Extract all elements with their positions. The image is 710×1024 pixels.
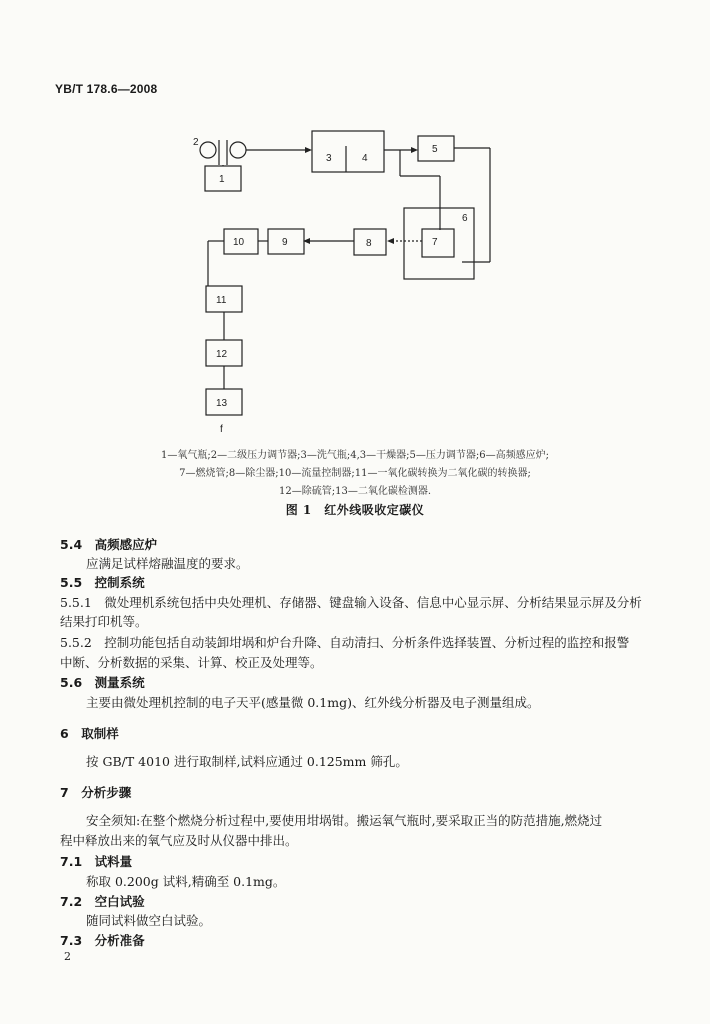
label-11: 11 <box>216 295 227 306</box>
label-2: 2 <box>193 137 199 148</box>
section-7-2-title: 7.2 空白试验 <box>60 894 145 909</box>
label-3: 3 <box>326 153 332 164</box>
figure-legend-line-1: 1—氧气瓶;2—二级压力调节器;3—洗气瓶;4,3—干燥器;5—压力调节器;6—高频感应炉; <box>161 450 549 461</box>
figure-caption: 图 1 红外线吸收定碳仪 <box>285 503 425 517</box>
page-number: 2 <box>64 950 71 963</box>
label-1: 1 <box>219 174 225 185</box>
standard-number: YB/T 178.6—2008 <box>55 82 158 96</box>
section-6-body: 按 GB/T 4010 进行取制样,试料应通过 0.125mm 筛孔。 <box>86 754 408 769</box>
box-3-4 <box>312 131 384 172</box>
section-5-4-title: 5.4 高频感应炉 <box>60 537 158 552</box>
label-9: 9 <box>282 237 288 248</box>
section-7-1-title: 7.1 试料量 <box>60 854 133 869</box>
gauge-right <box>230 142 246 158</box>
bottom-mark: f <box>220 424 223 435</box>
section-7-3-title: 7.3 分析准备 <box>60 933 145 948</box>
figure-legend-line-2: 7—燃烧管;8—除尘器;10—流量控制器;11—一氧化碳转换为二氧化碳的转换器; <box>179 468 531 479</box>
section-7-line-2: 程中释放出来的氧气应及时从仪器中排出。 <box>60 833 298 848</box>
apparatus-diagram <box>0 0 710 500</box>
section-7-2-body: 随同试料做空白试验。 <box>86 913 212 928</box>
section-6-title: 6 取制样 <box>60 726 119 741</box>
gauge-left <box>200 142 216 158</box>
label-10: 10 <box>233 237 245 248</box>
section-5-5-2-line-2: 中断、分析数据的采集、计算、校正及处理等。 <box>60 655 323 670</box>
section-7-1-body: 称取 0.200g 试料,精确至 0.1mg。 <box>86 874 286 889</box>
section-5-6-title: 5.6 测量系统 <box>60 675 145 690</box>
label-8: 8 <box>366 238 372 249</box>
label-5: 5 <box>432 144 438 155</box>
label-7: 7 <box>432 237 438 248</box>
section-7-title: 7 分析步骤 <box>60 785 132 800</box>
label-4: 4 <box>362 153 368 164</box>
section-5-6-body: 主要由微处理机控制的电子天平(感量微 0.1mg)、红外线分析器及电子测量组成。 <box>86 695 540 710</box>
label-12: 12 <box>216 349 228 360</box>
box-7 <box>422 229 454 257</box>
section-5-5-2-line-1: 5.5.2 控制功能包括自动装卸坩埚和炉台升降、自动清扫、分析条件选择装置、分析过程的监控和报警 <box>60 635 630 650</box>
section-7-line-1: 安全须知:在整个燃烧分析过程中,要使用坩埚钳。搬运氧气瓶时,要采取正当的防范措施,燃烧过 <box>86 813 603 828</box>
label-13: 13 <box>216 398 228 409</box>
section-5-4-body: 应满足试样熔融温度的要求。 <box>86 556 249 571</box>
figure-legend-line-3: 12—除硫管;13—二氧化碳检测器. <box>279 486 431 497</box>
section-5-5-title: 5.5 控制系统 <box>60 575 145 590</box>
label-6: 6 <box>462 213 468 224</box>
section-5-5-1-line-1: 5.5.1 微处理机系统包括中央处理机、存储器、键盘输入设备、信息中心显示屏、分析结果显示屏及分析 <box>60 595 642 610</box>
section-5-5-1-line-2: 结果打印机等。 <box>60 614 148 629</box>
